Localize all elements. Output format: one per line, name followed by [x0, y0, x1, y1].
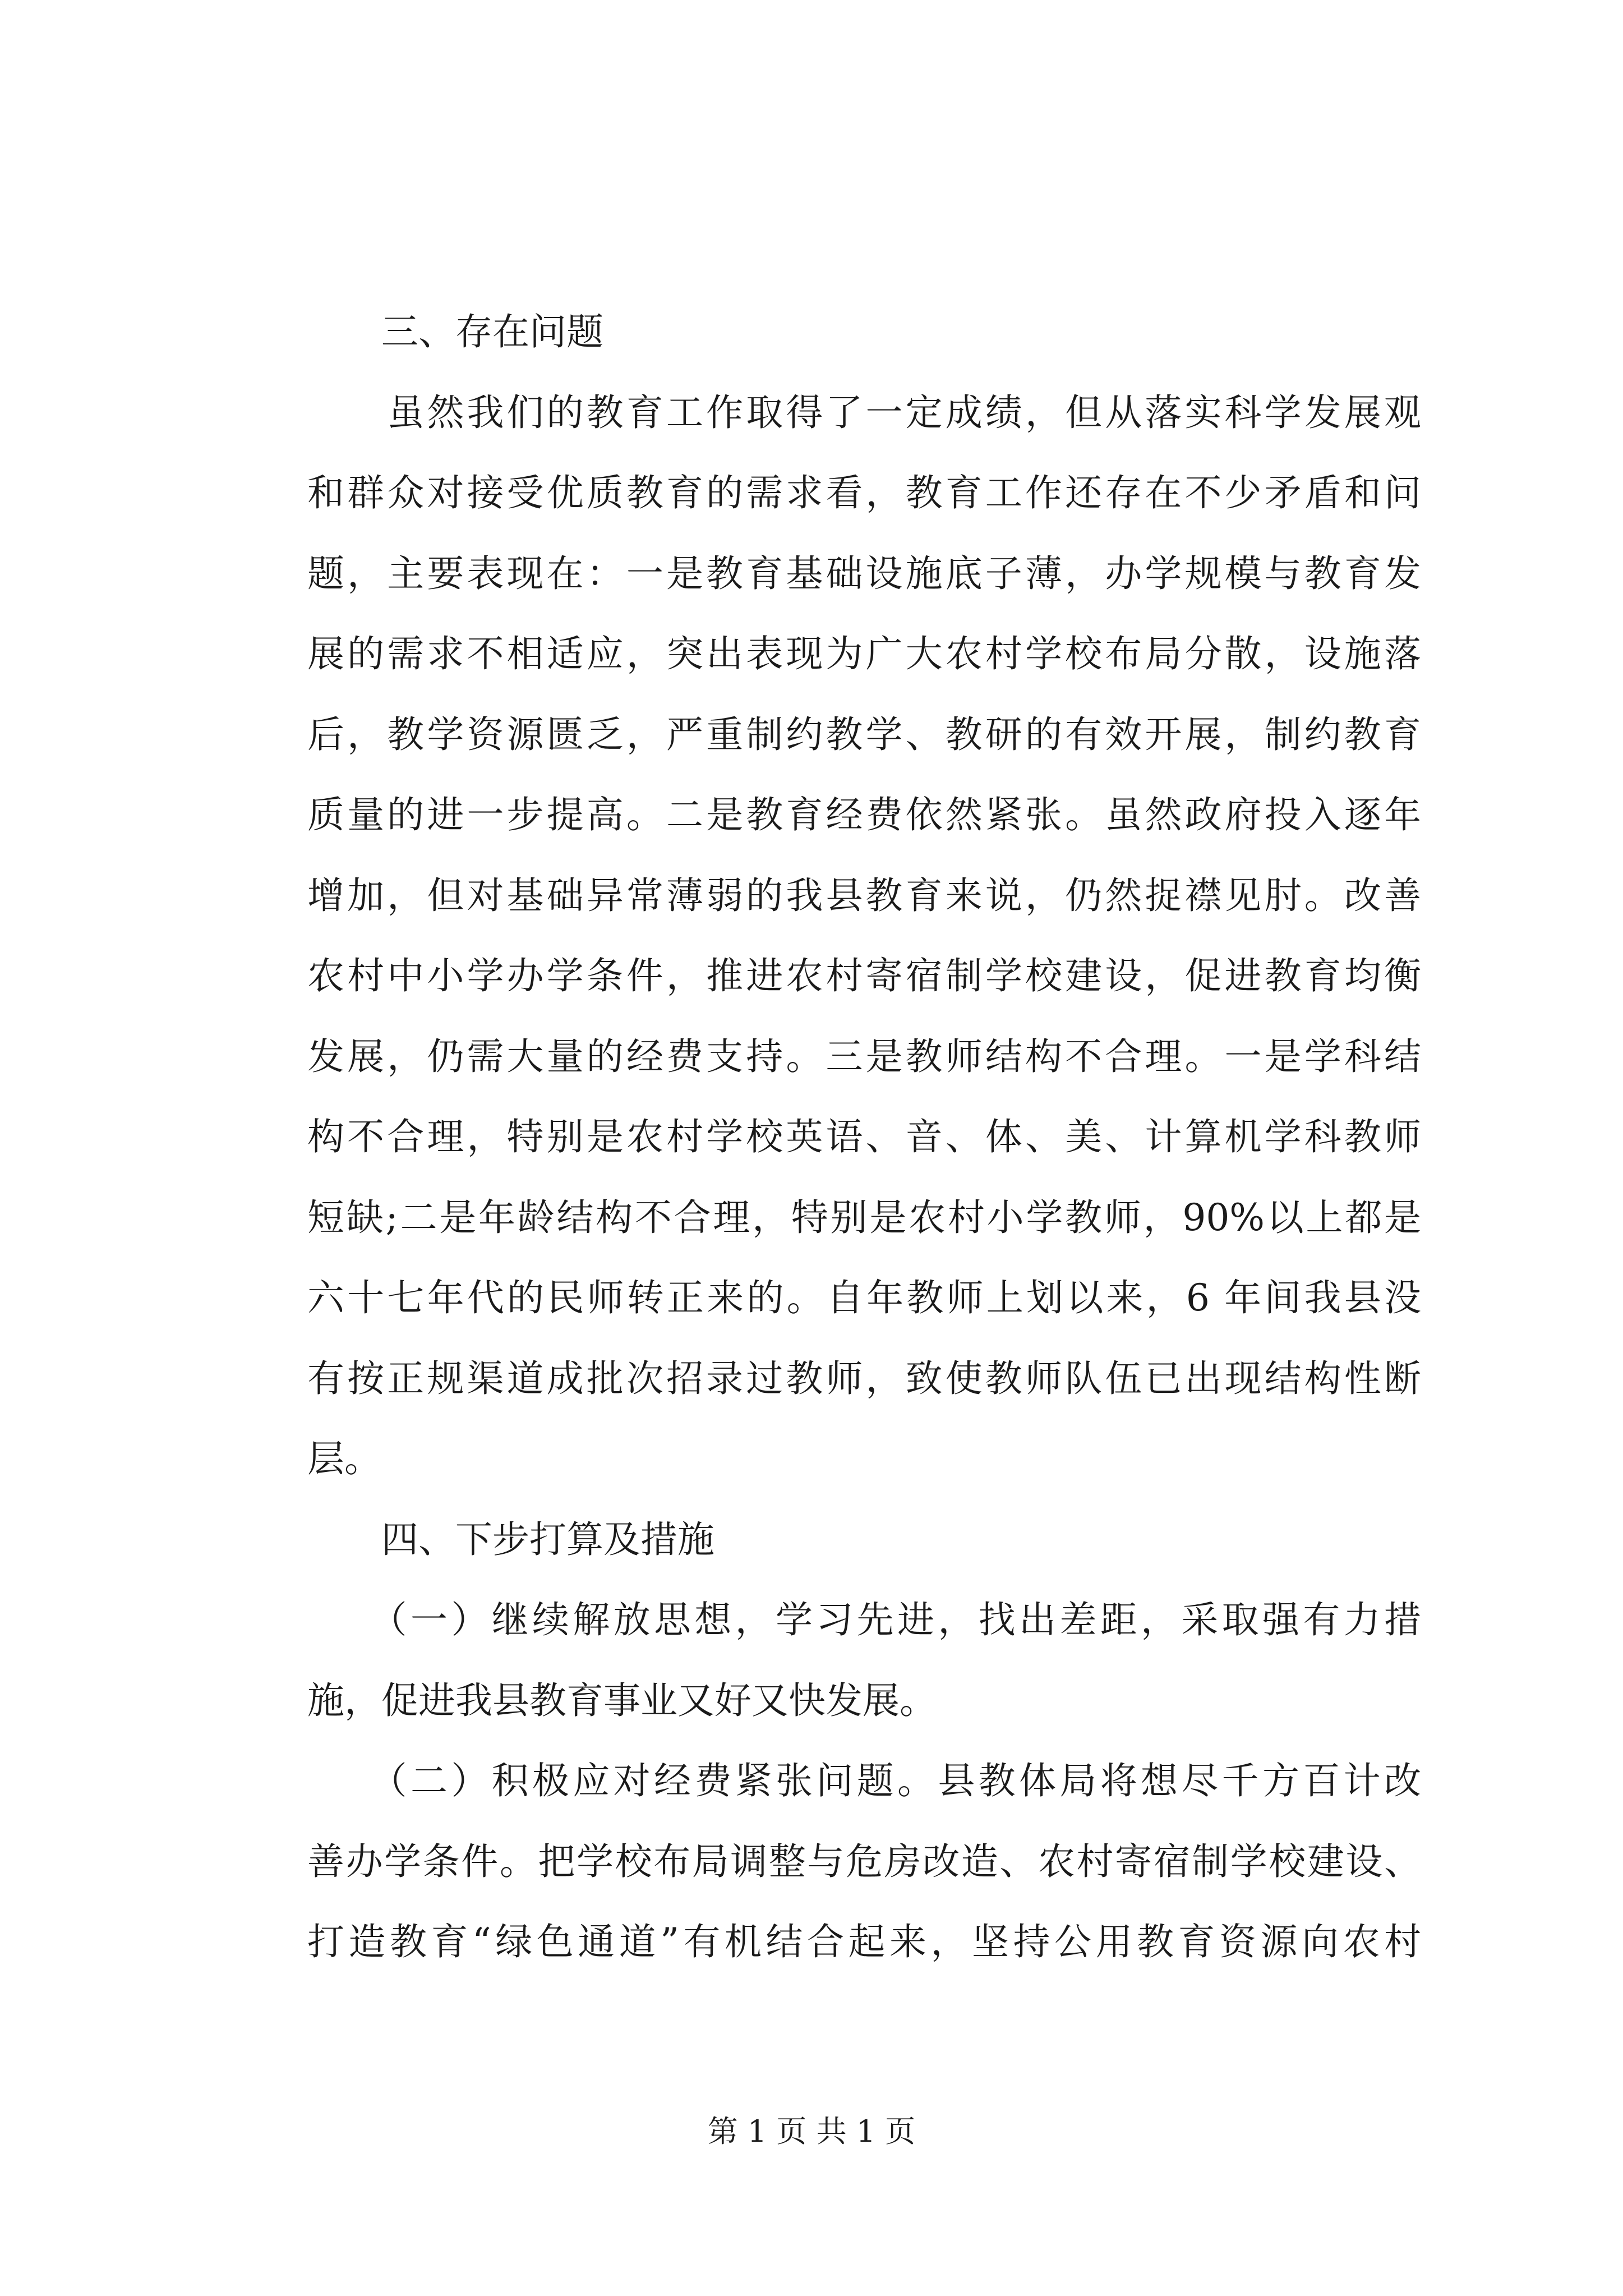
- text-line: 农村中小学办学条件，推进农村寄宿制学校建设，促进教育均衡: [307, 954, 1421, 997]
- document-body: [307, 292, 1421, 1982]
- page-footer: 第 1 页 共 1 页: [707, 2114, 916, 2149]
- text-line: 四、下步打算及措施: [307, 1517, 714, 1561]
- text-line: 构不合理，特别是农村学校英语、音、体、美、计算机学科教师: [307, 1115, 1421, 1158]
- text-line: 后，教学资源匮乏，严重制约教学、教研的有效开展，制约教育: [307, 712, 1421, 756]
- text-line: （二）积极应对经费紧张问题。县教体局将想尽千方百计改: [307, 1759, 1421, 1802]
- text-line: 有按正规渠道成批次招录过教师，致使教师队伍已出现结构性断: [307, 1356, 1421, 1400]
- text-line: 题，主要表现在：一是教育基础设施底子薄，办学规模与教育发: [307, 551, 1421, 595]
- text-line: 虽然我们的教育工作取得了一定成绩，但从落实科学发展观: [307, 390, 1421, 434]
- text-line: 善办学条件。把学校布局调整与危房改造、农村寄宿制学校建设、: [307, 1839, 1421, 1883]
- text-line: 六十七年代的民师转正来的。自年教师上划以来，6 年间我县没: [307, 1276, 1421, 1319]
- text-line: 展的需求不相适应，突出表现为广大农村学校布局分散，设施落: [307, 632, 1421, 675]
- text-line: 短缺;二是年龄结构不合理，特别是农村小学教师，90%以上都是: [307, 1195, 1421, 1239]
- text-line: 和群众对接受优质教育的需求看，教育工作还存在不少矛盾和问: [307, 471, 1421, 514]
- text-line: 层。: [307, 1437, 381, 1480]
- text-line: （一）继续解放思想，学习先进，找出差距，采取强有力措: [307, 1598, 1421, 1641]
- text-line: 发展，仍需大量的经费支持。三是教师结构不合理。一是学科结: [307, 1034, 1421, 1078]
- text-line: 质量的进一步提高。二是教育经费依然紧张。虽然政府投入逐年: [307, 793, 1421, 836]
- text-line: 三、存在问题: [307, 310, 603, 353]
- text-line: 施，促进我县教育事业又好又快发展。: [307, 1678, 937, 1722]
- text-line: 打造教育“绿色通道”有机结合起来，坚持公用教育资源向农村: [307, 1920, 1421, 1963]
- text-line: 增加，但对基础异常薄弱的我县教育来说，仍然捉襟见肘。改善: [307, 873, 1421, 917]
